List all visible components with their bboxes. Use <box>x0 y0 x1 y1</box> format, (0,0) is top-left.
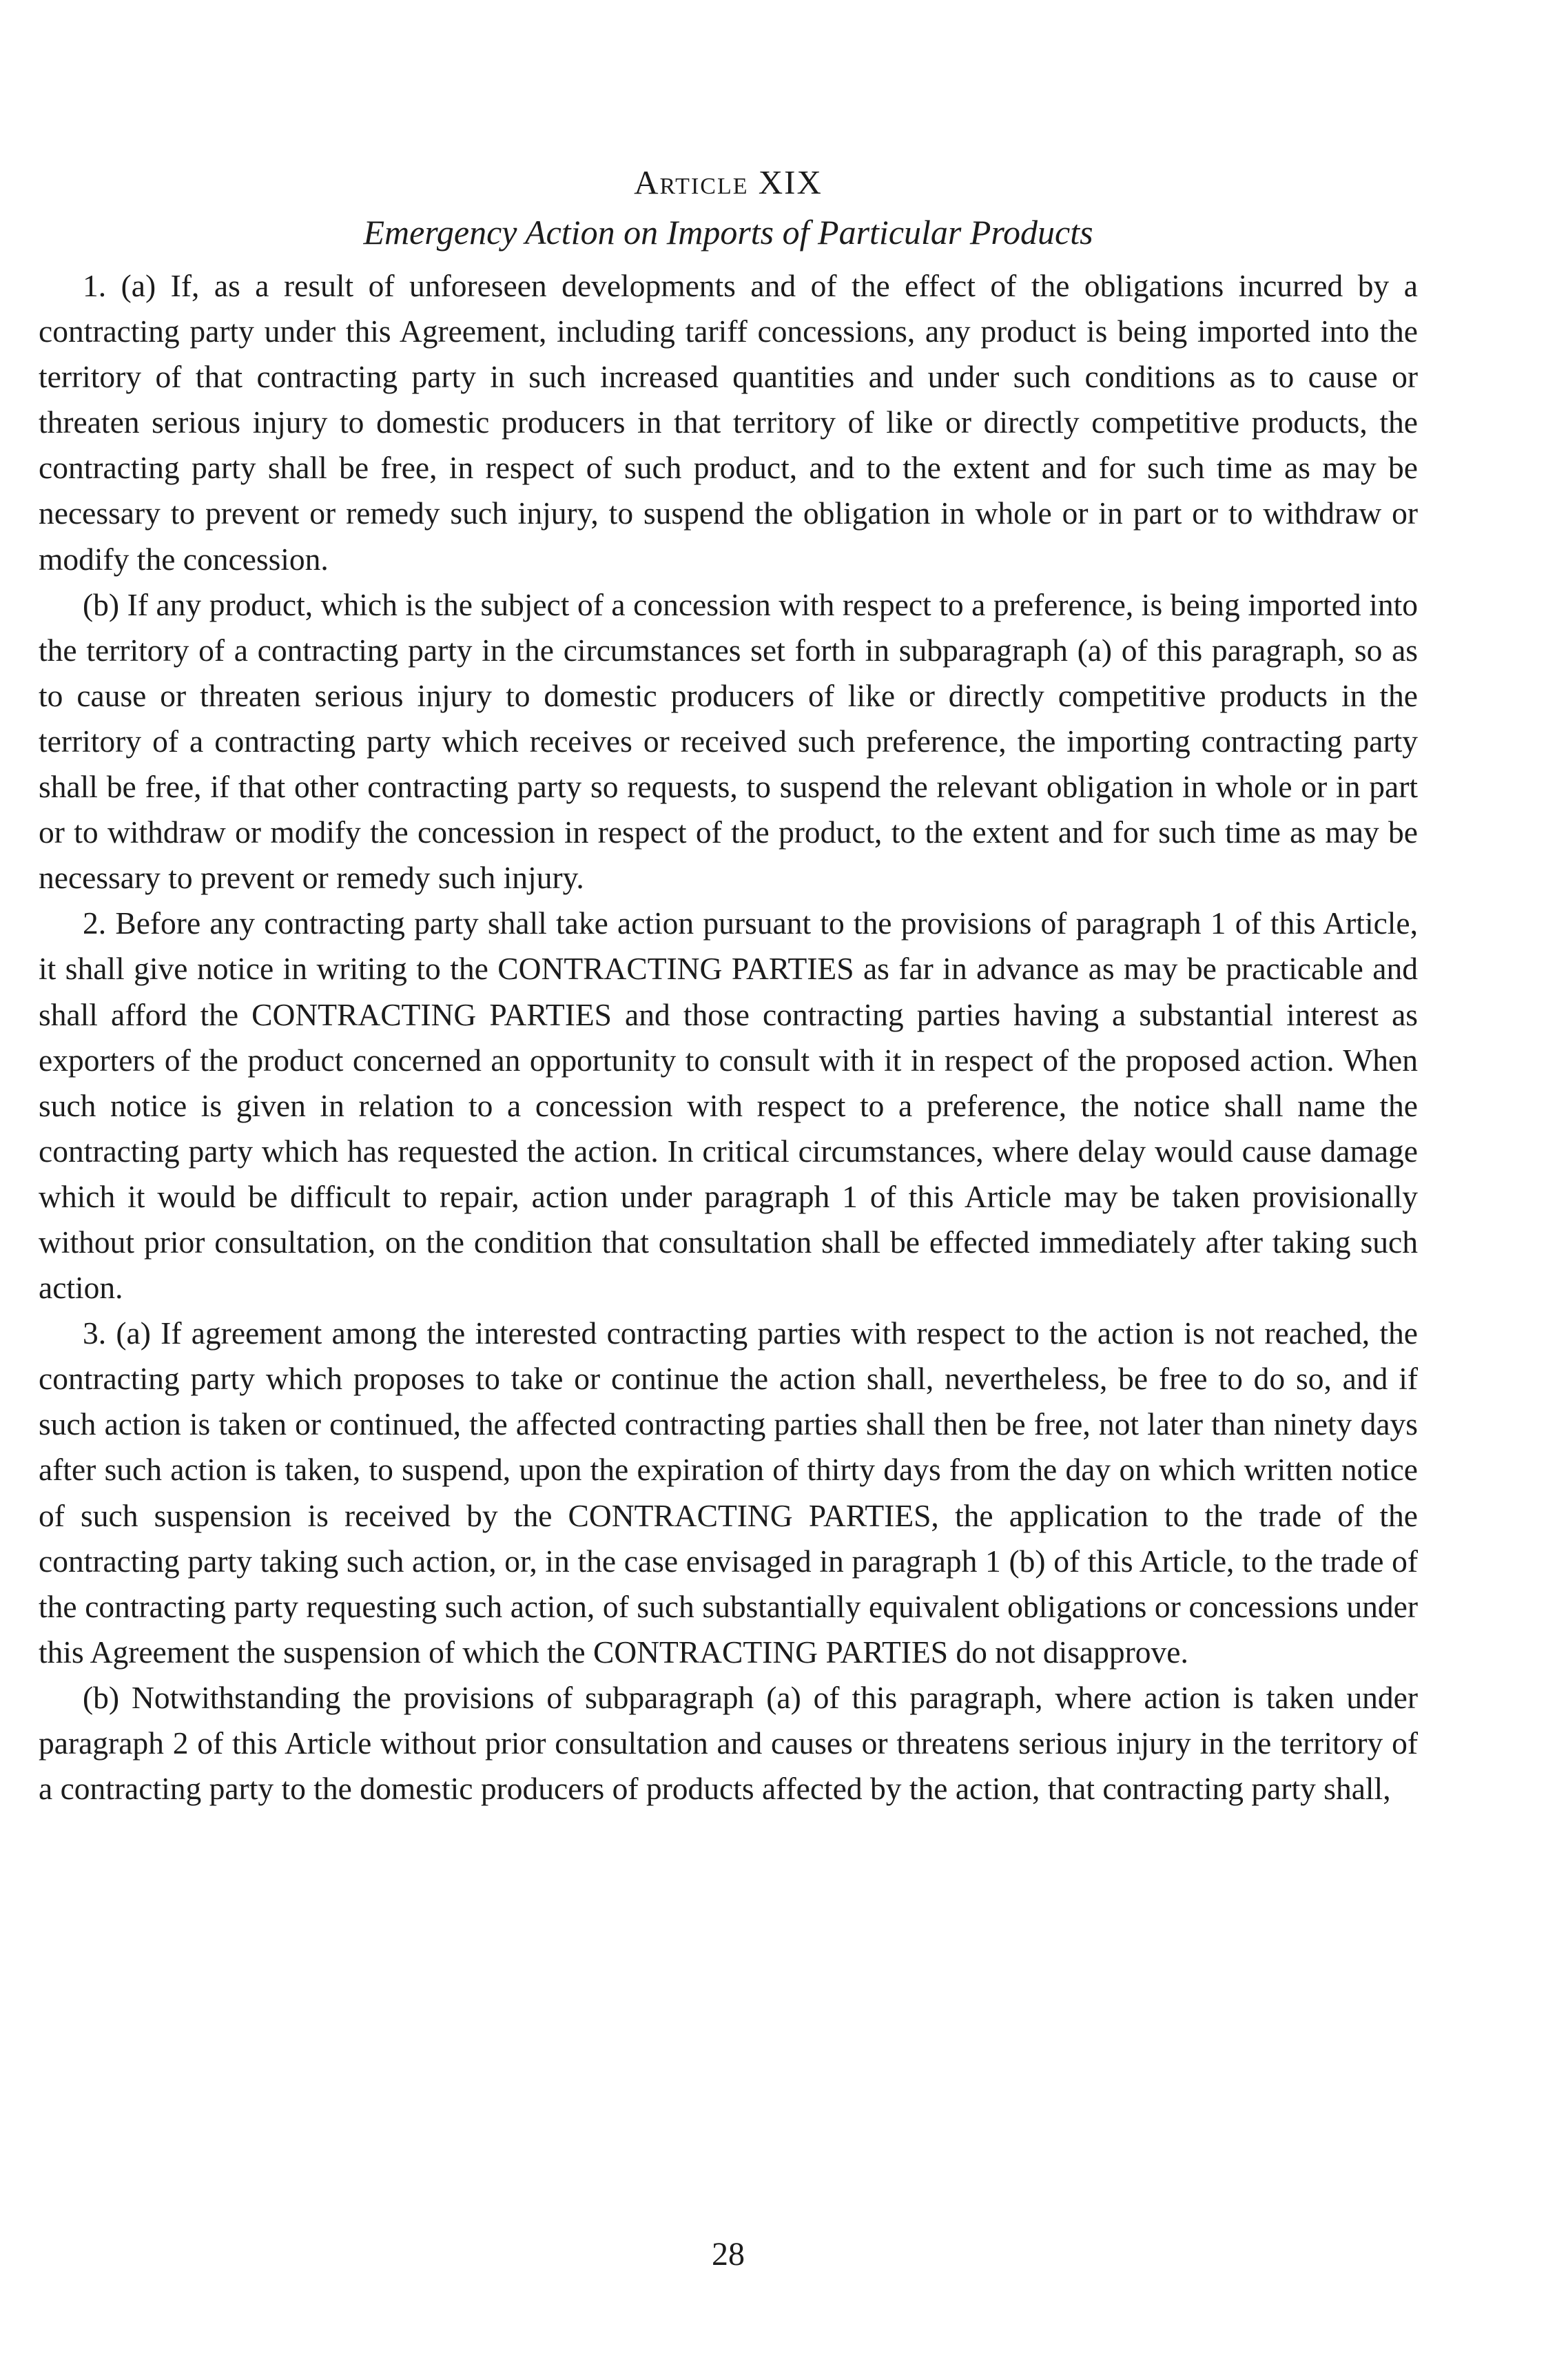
paragraph-3a: 3. (a) If agreement among the interested contracting parties with respect to the action is not reached, the contracting party which proposes to take or continue the action shall, nevertheless, be free to do so, and if such action is taken or continued, the affected contracting parties shall then be free, not later than ninety days after such action is taken, to suspend, upon the expiration of thirty days from the day on which written notice of such suspension is received by the CONTRACTING PARTIES, the application to the trade of the contracting party taking such action, or, in the case envisaged in paragraph 1 (b) of this Article, to the trade of the contracting party requesting such action, of such substantially equivalent obligations or concessions under this Agreement the suspension of which the CONTRACTING PARTIES do not disapprove. <box>39 1315 1418 1670</box>
paragraph-3b: (b) Notwithstanding the provisions of subparagraph (a) of this paragraph, where action is taken under paragraph 2 of this Article without prior consultation and causes or threatens serious injury in the territory of a contracting party to the domestic producers of products affected by the action, that contracting party shall, <box>39 1679 1418 1807</box>
article-title <box>39 163 1418 202</box>
article-subtitle: Emergency Action on Imports of Particular Products <box>363 213 1093 252</box>
page-number: 28 <box>712 2236 745 2273</box>
article-title-text: Article XIX <box>634 163 823 201</box>
paragraph-1b: (b) If any product, which is the subject of a concession with respect to a preference, is being imported into the territory of a contracting party in the circumstances set forth in subparagraph (a) of this paragraph, so as to cause or threaten serious injury to domestic producers of like or directly competitive products in the territory of a contracting party which receives or received such preference, the importing contracting party shall be free, if that other contracting party so requests, to suspend the relevant obligation in whole or in part or to withdraw or modify the concession in respect of the product, to the extent and for such time as may be necessary to prevent or remedy such injury. <box>39 586 1418 896</box>
article-body <box>39 263 1418 1812</box>
paragraph-2: 2. Before any contracting party shall take action pursuant to the provisions of paragraph 1 of this Article, it shall give notice in writing to the CONTRACTING PARTIES as far in advance as may be practicable and shall afford the CONTRACTING PARTIES and those contracting parties having a substantial interest as exporters of the product concerned an opportunity to consult with it in respect of the proposed action. When such notice is given in relation to a concession with respect to a preference, the notice shall name the contracting party which has requested the action. In critical circumstances, where delay would cause damage which it would be difficult to repair, action under paragraph 1 of this Article may be taken provisionally without prior consultation, on the condition that consultation shall be effected immediately after taking such action. <box>39 905 1418 1306</box>
paragraph-1a: 1. (a) If, as a result of unforeseen developments and of the effect of the obligations incurred by a contracting party under this Agreement, including tariff concessions, any product is being imported into the territory of that contracting party in such increased quantities and under such conditions as to cause or threaten serious injury to domestic producers in that territory of like or directly competitive products, the contracting party shall be free, in respect of such product, and to the extent and for such time as may be necessary to prevent or remedy such injury, to suspend the obligation in whole or in part or to withdraw or modify the concession. <box>39 268 1418 577</box>
document-page <box>39 0 1418 2380</box>
